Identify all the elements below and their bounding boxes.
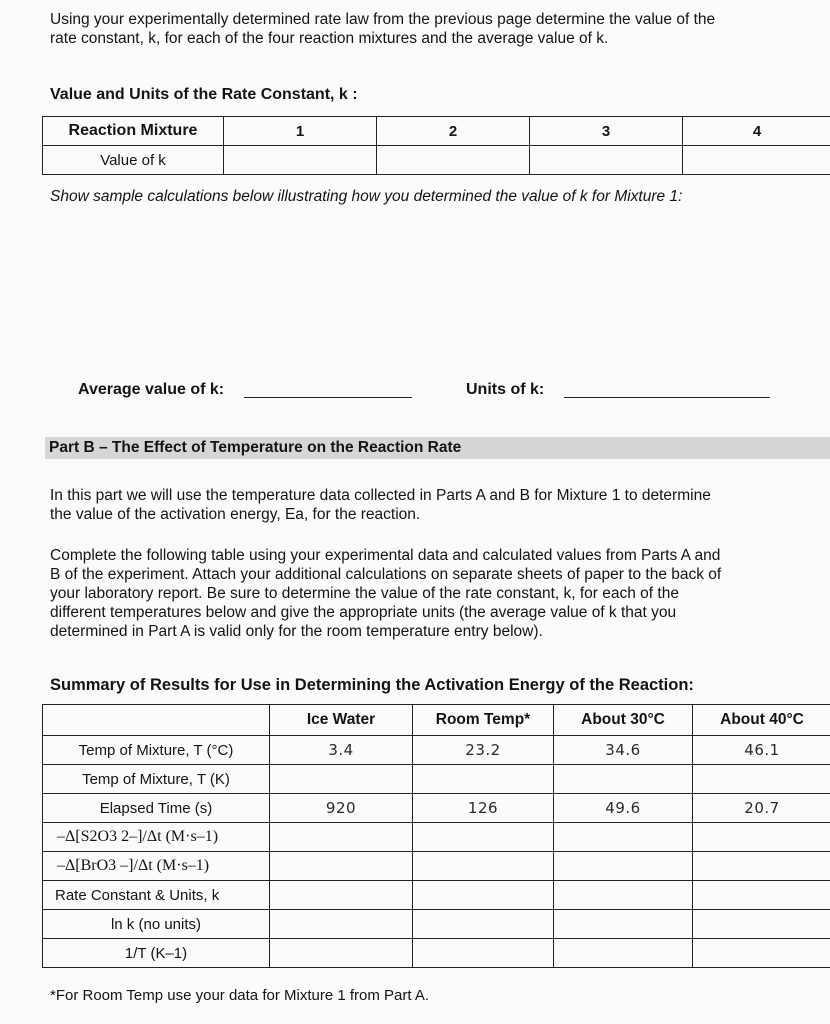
mixture-col-1: 1	[224, 117, 377, 146]
row-rate-constant-label: Rate Constant & Units, k	[43, 881, 270, 910]
part-b-paragraph-2	[50, 546, 828, 641]
rate-const-room[interactable]	[413, 881, 554, 910]
inv-t-30[interactable]	[554, 939, 693, 968]
col-about-40: About 40°C	[693, 705, 830, 736]
lnk-room[interactable]	[413, 910, 554, 939]
rate-constant-title: Value and Units of the Rate Constant, k :	[50, 86, 358, 103]
row-bromate-rate-label: –Δ[BrO3 –]/Δt (M·s–1)	[43, 852, 270, 881]
summary-title: Summary of Results for Use in Determining the Activation Energy of the Reaction:	[50, 676, 694, 694]
rate-constant-table	[42, 116, 830, 175]
elapsed-ice[interactable]: 920	[270, 794, 413, 823]
k-cell-2[interactable]	[377, 146, 530, 175]
bromate-rate-40[interactable]	[693, 852, 830, 881]
average-k-label: Average value of k:	[78, 381, 225, 398]
k-cell-4[interactable]	[683, 146, 830, 175]
row-elapsed-label: Elapsed Time (s)	[43, 794, 270, 823]
row-temp-c-label: Temp of Mixture, T (°C)	[43, 736, 270, 765]
inv-t-ice[interactable]	[270, 939, 413, 968]
summary-corner-cell	[43, 705, 270, 736]
col-room-temp: Room Temp*	[413, 705, 554, 736]
k-cell-3[interactable]	[530, 146, 683, 175]
temp-k-40[interactable]	[693, 765, 830, 794]
bromate-rate-room[interactable]	[413, 852, 554, 881]
temp-c-room[interactable]: 23.2	[413, 736, 554, 765]
part-b-p1-line-2: the value of the activation energy, Ea, for the reaction.	[50, 506, 421, 523]
rate-const-30[interactable]	[554, 881, 693, 910]
intro-line-2: rate constant, k, for each of the four reaction mixtures and the average value of k.	[50, 30, 609, 47]
temp-k-30[interactable]	[554, 765, 693, 794]
lnk-40[interactable]	[693, 910, 830, 939]
intro-line-1: Using your experimentally determined rate law from the previous page determine the value of the	[50, 11, 716, 28]
sample-calc-instruction: Show sample calculations below illustrating how you determined the value of k for Mixture 1:	[50, 188, 683, 205]
temp-k-room[interactable]	[413, 765, 554, 794]
value-of-k-label: Value of k	[43, 146, 224, 175]
row-thiosulfate-rate-label: –Δ[S2O3 2–]/Δt (M·s–1)	[43, 823, 270, 852]
col-about-30: About 30°C	[554, 705, 693, 736]
thio-rate-ice[interactable]	[270, 823, 413, 852]
reaction-mixture-header: Reaction Mixture	[43, 117, 224, 146]
mixture-col-4: 4	[683, 117, 830, 146]
thio-rate-40[interactable]	[693, 823, 830, 852]
part-b-p2-line-2: B of the experiment. Attach your additional calculations on separate sheets of paper to the back of	[50, 566, 722, 583]
part-b-p1-line-1: In this part we will use the temperature data collected in Parts A and B for Mixture 1 to determine	[50, 487, 711, 504]
thio-rate-30[interactable]	[554, 823, 693, 852]
temp-c-ice[interactable]: 3.4	[270, 736, 413, 765]
elapsed-30[interactable]: 49.6	[554, 794, 693, 823]
part-b-p2-line-5: determined in Part A is valid only for the room temperature entry below).	[50, 623, 543, 640]
temp-c-30[interactable]: 34.6	[554, 736, 693, 765]
part-b-p2-line-1: Complete the following table using your experimental data and calculated values from Parts A and	[50, 547, 721, 564]
bromate-rate-30[interactable]	[554, 852, 693, 881]
units-k-blank[interactable]	[564, 397, 770, 398]
intro-paragraph	[50, 10, 820, 48]
part-b-header-text: Part B – The Effect of Temperature on the Reaction Rate	[49, 439, 462, 456]
part-b-paragraph-1	[50, 486, 825, 524]
lnk-30[interactable]	[554, 910, 693, 939]
elapsed-40[interactable]: 20.7	[693, 794, 830, 823]
inv-t-40[interactable]	[693, 939, 830, 968]
inv-t-room[interactable]	[413, 939, 554, 968]
part-b-p2-line-4: different temperatures below and give the appropriate units (the average value of k that you	[50, 604, 677, 621]
lnk-ice[interactable]	[270, 910, 413, 939]
temp-c-40[interactable]: 46.1	[693, 736, 830, 765]
mixture-col-3: 3	[530, 117, 683, 146]
part-b-p2-line-3: your laboratory report. Be sure to determine the value of the rate constant, k, for each of the	[50, 585, 679, 602]
row-lnk-label: ln k (no units)	[43, 910, 270, 939]
col-ice-water: Ice Water	[270, 705, 413, 736]
rate-const-ice[interactable]	[270, 881, 413, 910]
mixture-col-2: 2	[377, 117, 530, 146]
average-k-blank[interactable]	[244, 397, 412, 398]
row-inverse-t-label: 1/T (K–1)	[43, 939, 270, 968]
part-b-header	[45, 437, 830, 459]
units-k-label: Units of k:	[466, 381, 545, 398]
temp-k-ice[interactable]	[270, 765, 413, 794]
thio-rate-room[interactable]	[413, 823, 554, 852]
summary-table	[42, 704, 830, 968]
rate-const-40[interactable]	[693, 881, 830, 910]
elapsed-room[interactable]: 126	[413, 794, 554, 823]
bromate-rate-ice[interactable]	[270, 852, 413, 881]
summary-footnote: *For Room Temp use your data for Mixture 1 from Part A.	[50, 987, 430, 1004]
row-temp-k-label: Temp of Mixture, T (K)	[43, 765, 270, 794]
k-cell-1[interactable]	[224, 146, 377, 175]
